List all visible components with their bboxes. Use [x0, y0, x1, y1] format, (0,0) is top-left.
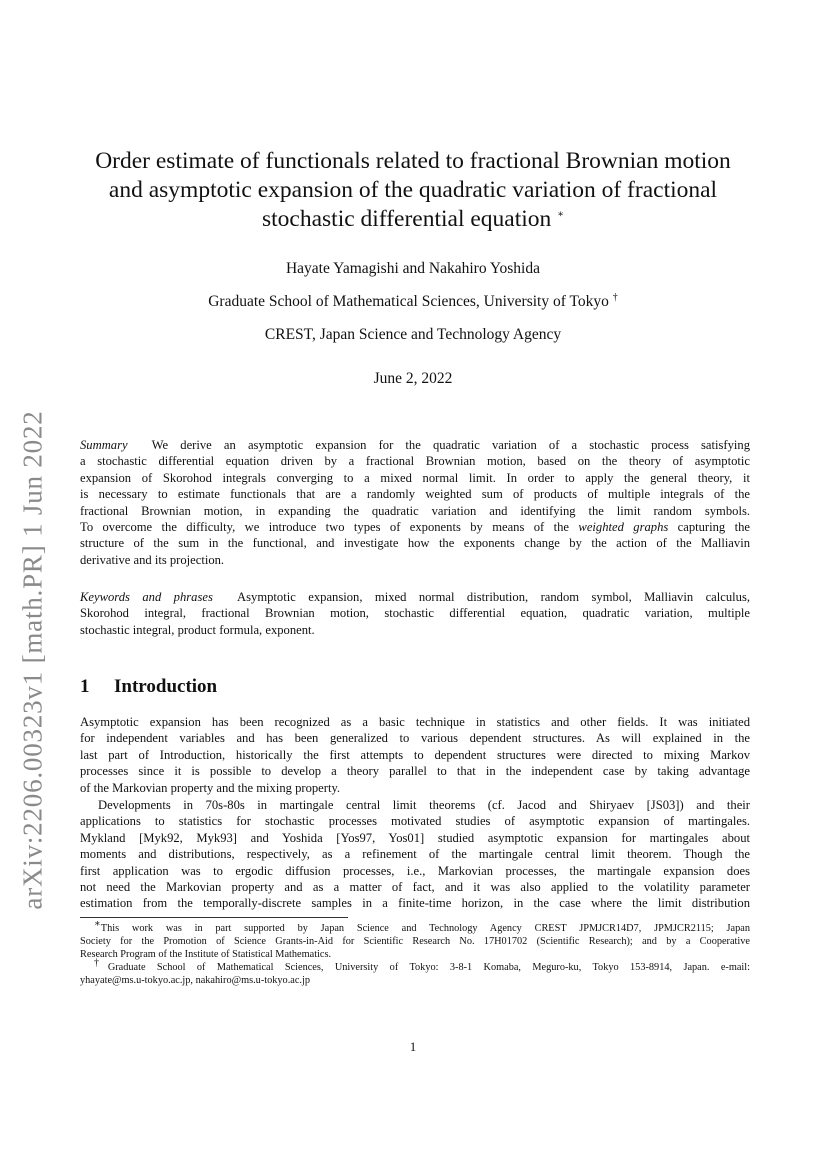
summary-line-text: We derive an asymptotic expansion for the quadratic variation of a stochastic process satisfying	[151, 438, 750, 452]
footnotes	[80, 918, 751, 987]
keywords-line: stochastic integral, product formula, exponent.	[80, 622, 315, 637]
section-title: Introduction	[114, 676, 218, 697]
footnote-2-text: Graduate School of Mathematical Sciences, University of Tokyo: 3-8-1 Komaba, Meguro-ku, Tokyo 153-8914, Japan. e-mail:	[107, 962, 751, 973]
summary-line6-before: To overcome the difficulty, we introduce two types of exponents by means of the	[80, 520, 570, 535]
paragraph-line: for independent variables and has been generalized to various dependent structures. As will explained in the	[80, 731, 750, 746]
summary-line: is necessary to estimate functionals that are a randomly weighted sum of products of multiple integrals of the	[80, 487, 750, 502]
keywords-line	[80, 589, 750, 605]
paragraph-line: moments and distributions, respectively, as a refinement of the martingale central limit theorem. Though the	[80, 847, 750, 862]
title-line: Order estimate of functionals related to fractional Brownian motion	[95, 148, 731, 174]
footnote-1-text: This work was in part supported by Japan Science and Technology Agency CREST JPMJCR14D7, JPMJCR2115; Japan	[100, 923, 750, 934]
keywords-label: Keywords and phrases	[80, 590, 213, 604]
footnote-2-line	[80, 957, 751, 974]
footnote-1-line	[80, 918, 750, 935]
summary-abstract	[80, 437, 750, 568]
summary-line: expansion of Skorohod integrals converging to a mixed normal limit. In order to apply the general theory, it	[80, 470, 750, 485]
authors: Hayate Yamagishi and Nakahiro Yoshida	[285, 260, 540, 277]
footnote-2-mark: †	[94, 957, 108, 969]
summary-italic-term: weighted graphs	[578, 520, 669, 535]
paragraph-line: first application was to ergodic diffusion processes, i.e., Markovian processes, the martingale expansion does	[80, 863, 750, 878]
footnote-2-line: yhayate@ms.u-tokyo.ac.jp, nakahiro@ms.u-tokyo.ac.jp	[80, 975, 310, 986]
introduction-paragraph-2	[80, 797, 750, 912]
paper-title	[80, 147, 746, 234]
paragraph-line: Developments in 70s-80s in martingale central limit theorems (cf. Jacod and Shiryaev [JS03]) and their	[98, 798, 750, 812]
summary-line: structure of the sum in the functional, and investigate how the exponents change by the action of the Malliavin	[80, 536, 750, 551]
footnote-separator	[80, 917, 348, 918]
affiliation-1-text: Graduate School of Mathematical Sciences, University of Tokyo	[208, 293, 609, 310]
keywords-line: Skorohod integral, fractional Brownian motion, stochastic differential equation, quadratic variation, multiple	[80, 606, 750, 621]
keywords-line-text: Asymptotic expansion, mixed normal distribution, random symbol, Malliavin calculus,	[237, 590, 750, 604]
title-line: and asymptotic expansion of the quadratic variation of fractional	[108, 177, 718, 203]
summary-line	[80, 519, 750, 535]
affiliation-1	[80, 293, 746, 311]
affiliation-2: CREST, Japan Science and Technology Agency	[264, 326, 562, 343]
introduction-paragraph-1	[80, 714, 750, 796]
paragraph-line: last part of Introduction, historically the first attempts to dependent structures were directed to mixing Markov	[80, 747, 750, 762]
summary-line: derivative and its projection.	[80, 552, 225, 567]
summary-line: fractional Brownian motion, in expanding the quadratic variation and identifying the limit random symbols.	[80, 503, 750, 518]
keywords-block	[80, 589, 750, 638]
paragraph-line: estimation from the temporally-discrete samples in a finite-time horizon, in the case where the limit distribution	[80, 896, 750, 911]
footnote-1-line: Society for the Promotion of Science Grants-in-Aid for Scientific Research No. 17H01702 (Scientific Research); and by a Cooperative	[80, 936, 750, 947]
summary-line	[80, 437, 750, 453]
summary-label: Summary	[80, 438, 128, 452]
paragraph-line: Mykland [Myk92, Myk93] and Yoshida [Yos97, Yos01] studied asymptotic expansion for martingales about	[80, 830, 750, 845]
paragraph-line: of the Markovian property and the mixing property.	[80, 780, 341, 795]
paragraph-line: Asymptotic expansion has been recognized as a basic technique in statistics and other fields. It was initiated	[80, 715, 750, 729]
title-line-last	[80, 205, 746, 234]
paragraph-line: processes since it is possible to develop a theory parallel to that in the independent case by taking advantage	[80, 764, 750, 779]
publication-date: June 2, 2022	[373, 370, 453, 387]
summary-line: a stochastic differential equation driven by a fractional Brownian motion, based on the theory of asymptotic	[80, 454, 750, 469]
title-line-text: stochastic differential equation	[262, 206, 552, 232]
summary-line6-after: capturing the	[677, 520, 750, 535]
footnote-1-line: Research Program of the Institute of Statistical Mathematics.	[80, 949, 332, 960]
page-number: 1	[409, 1040, 417, 1054]
section-number: 1	[80, 676, 90, 697]
paragraph-line: applications to statistics for stochastic processes motivated studies of asymptotic expansion of martingales.	[80, 814, 750, 829]
footnote-1-mark: ∗	[94, 918, 101, 930]
title-footnote-mark: ∗	[557, 209, 564, 221]
affiliation-footnote-mark: †	[612, 291, 618, 303]
arxiv-identifier-text: arXiv:2206.00323v1 [math.PR] 1 Jun 2022	[17, 410, 48, 910]
paragraph-line: not need the Markovian property and as a matter of fact, and it was also applied to the volatility parameter	[80, 880, 750, 895]
section-heading-introduction	[80, 676, 217, 698]
